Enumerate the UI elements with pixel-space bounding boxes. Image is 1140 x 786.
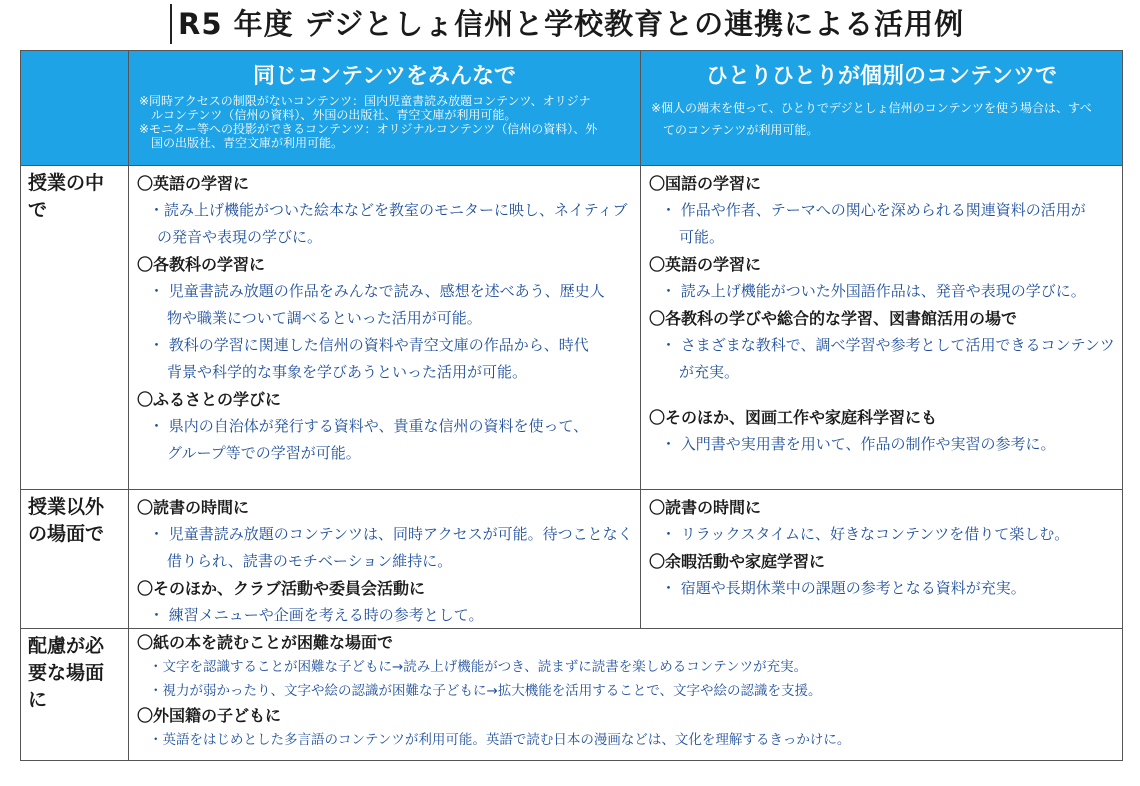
usage-table (20, 50, 1123, 761)
page-title: R5 年度 デジとしょ信州と学校教育との連携による活用例 (170, 4, 964, 44)
item-heading: 〇各教科の学びや総合的な学習、図書館活用の場で (649, 309, 1018, 328)
row-label-outside-class (20, 489, 129, 629)
cell-outside-individual (640, 489, 1123, 629)
header-corner (20, 50, 129, 166)
item-text: ・文字を認識することが困難な子どもに→読み上げ機能がつき、読まずに読書を楽しめるコンテンツが充実。 (149, 659, 808, 675)
header-note: ※同時アクセスの制限がないコンテンツ：国内児童書読み放題コンテンツ、オリジナ (139, 94, 591, 108)
item-text: 可能。 (679, 228, 725, 246)
item-heading: 〇読書の時間に (649, 498, 762, 517)
row-label-line: の場面で (28, 523, 105, 545)
item-heading: 〇そのほか、クラブ活動や委員会活動に (137, 579, 426, 598)
item-text: ・ 児童書読み放題の作品をみんなで読み、感想を述べあう、歴史人 (149, 282, 605, 300)
item-text: ・ 作品や作者、テーマへの関心を深められる関連資料の活用が (661, 201, 1086, 219)
header-col-individual (640, 50, 1123, 166)
row-label-line: 要な場面 (28, 662, 105, 684)
header-note: ルコンテンツ（信州の資料）、外国の出版社、青空文庫が利用可能。 (151, 108, 517, 122)
item-text: ・ 教科の学習に関連した信州の資料や青空文庫の作品から、時代 (149, 336, 589, 354)
item-text: ・英語をはじめとした多言語のコンテンツが利用可能。英語で読む日本の漫画などは、文化を理解するきっかけに。 (149, 732, 851, 748)
cell-outside-shared (128, 489, 641, 629)
item-text: ・ さまざまな教科で、調べ学習や参考として活用できるコンテンツ (661, 336, 1115, 354)
item-heading: 〇紙の本を読むことが困難な場面で (137, 633, 394, 652)
cell-in-class-individual (640, 165, 1123, 490)
item-text: の発音や表現の学びに。 (157, 228, 323, 246)
row-label-line: に (28, 689, 48, 711)
row-label-in-class (20, 165, 129, 490)
item-text: ・ 宿題や長期休業中の課題の参考となる資料が充実。 (661, 579, 1026, 597)
item-text: ・読み上げ機能がついた絵本などを教室のモニターに映し、ネイティブ (149, 201, 628, 219)
item-text: ・ 県内の自治体が発行する資料や、貴重な信州の資料を使って、 (149, 417, 589, 435)
item-text: 物や職業について調べるといった活用が可能。 (167, 309, 482, 327)
item-text: ・ リラックスタイムに、好きなコンテンツを借りて楽しむ。 (661, 525, 1070, 543)
item-heading: 〇英語の学習に (649, 255, 762, 274)
item-heading: 〇ふるさとの学びに (137, 390, 282, 409)
row-label-line: 授業の中 (28, 172, 105, 194)
row-label-care (20, 628, 129, 761)
item-text: ・ 練習メニューや企画を考える時の参考として。 (149, 606, 484, 624)
item-heading: 〇余暇活動や家庭学習に (649, 552, 826, 571)
header-note: 国の出版社、青空文庫が利用可能。 (151, 136, 344, 150)
cell-in-class-shared (128, 165, 641, 490)
item-text: ・ 児童書読み放題のコンテンツは、同時アクセスが可能。待つことなく (149, 525, 633, 543)
header-note: ※個人の端末を使って、ひとりでデジとしょ信州のコンテンツを使う場合は、すべ (651, 101, 1092, 115)
cell-care-content (128, 628, 1123, 761)
item-text: 背景や科学的な事象を学びあうといった活用が可能。 (167, 363, 528, 381)
row-label-line: 授業以外 (28, 496, 105, 518)
header-note: てのコンテンツが利用可能。 (663, 123, 819, 137)
item-text: グループ等での学習が可能。 (167, 444, 361, 462)
item-heading: 〇外国籍の子どもに (137, 706, 282, 725)
item-text: が充実。 (679, 363, 740, 381)
header-col-shared-title: 同じコンテンツをみんなで (253, 64, 516, 89)
header-col-shared (128, 50, 641, 166)
row-label-line: で (28, 199, 48, 221)
item-text: ・ 読み上げ機能がついた外国語作品は、発音や表現の学びに。 (661, 282, 1086, 300)
header-note: ※モニター等への投影ができるコンテンツ：オリジナルコンテンツ（信州の資料）、外 (139, 122, 598, 136)
item-text: 借りられ、読書のモチベーション維持に。 (167, 552, 453, 570)
item-text: ・視力が弱かったり、文字や絵の認識が困難な子どもに→拡大機能を活用することで、文字や絵の認識を支援。 (149, 683, 822, 699)
item-heading: 〇国語の学習に (649, 174, 762, 193)
item-heading: 〇各教科の学習に (137, 255, 266, 274)
item-heading: 〇そのほか、図画工作や家庭科学習にも (649, 408, 938, 427)
item-text: ・ 入門書や実用書を用いて、作品の制作や実習の参考に。 (661, 435, 1056, 453)
row-label-line: 配慮が必 (28, 635, 105, 657)
header-col-individual-title: ひとりひとりが個別のコンテンツで (706, 64, 1057, 89)
item-heading: 〇英語の学習に (137, 174, 250, 193)
item-heading: 〇読書の時間に (137, 498, 250, 517)
